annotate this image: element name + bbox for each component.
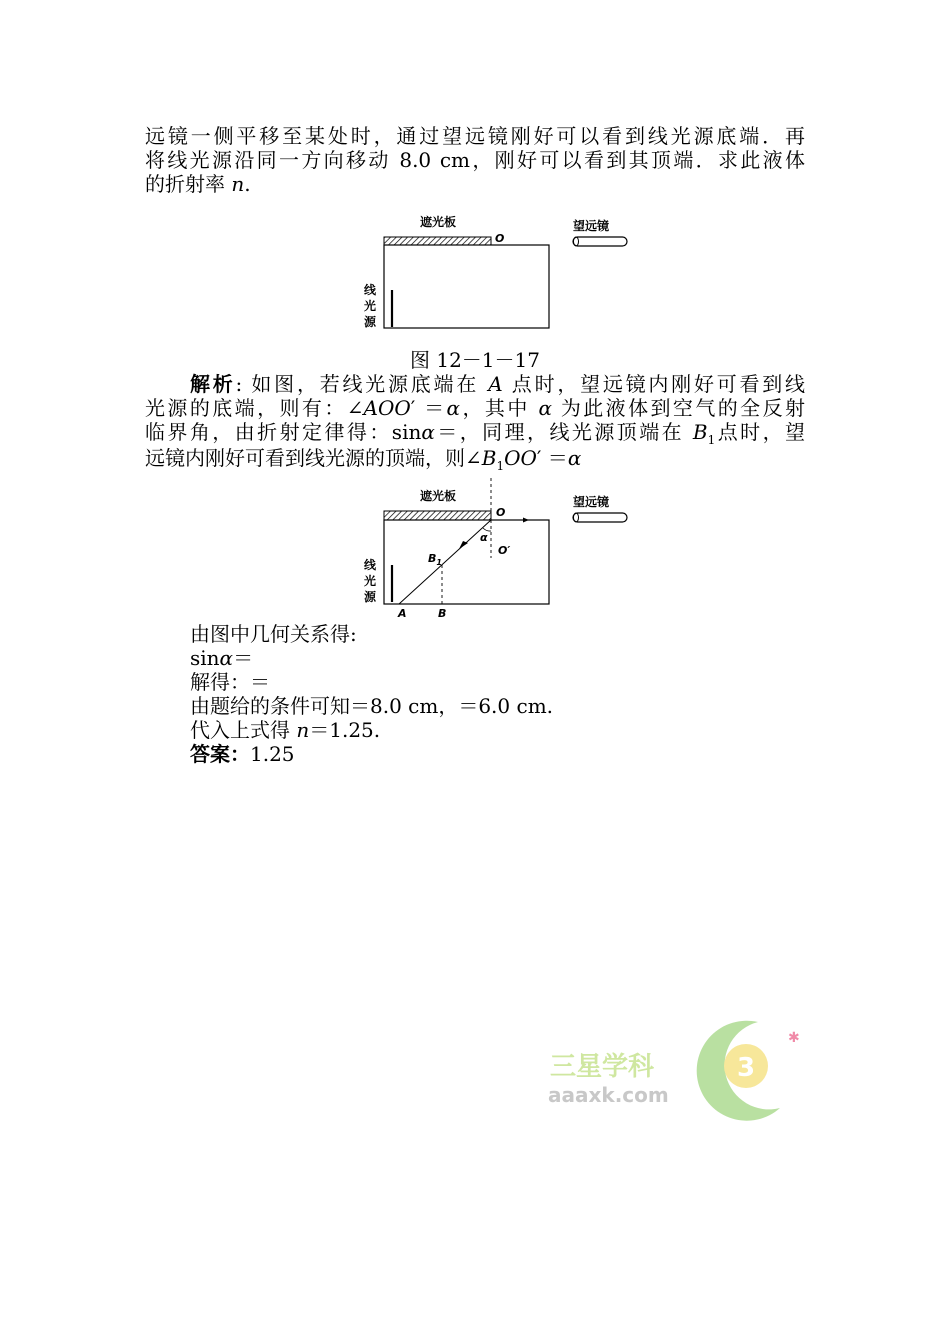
subscript: 1 [496, 459, 505, 473]
variable-n: n [296, 718, 310, 742]
point-a-label: A [398, 607, 407, 620]
analysis-line-4 [145, 446, 581, 478]
variable-alpha: α [538, 396, 553, 420]
variable-a: A [488, 372, 503, 396]
intro-line-3 [145, 172, 251, 196]
telescope-icon [573, 237, 627, 246]
light-shield [384, 237, 491, 245]
arrow-icon [523, 518, 529, 523]
analysis-text: : 如图，若线光源底端在 [235, 372, 489, 396]
watermark-logo [540, 1010, 820, 1130]
analysis-text: ，其中 [460, 396, 539, 420]
variable-oo: OO [504, 446, 537, 470]
derivation-line-4: 由题给的条件可知＝8.0 cm，＝6.0 cm. [190, 694, 554, 718]
intro-line-1: 远镜一侧平移至某处时，通过望远镜刚好可以看到线光源底端．再 [145, 124, 805, 148]
source-label: 线 [364, 283, 377, 297]
point-o-prime-label: O′ [498, 544, 511, 557]
variable-alpha: α [219, 646, 234, 670]
point-o-label: O [496, 506, 506, 519]
badge-number: 3 [736, 1053, 756, 1083]
derivation-line-1: 由图中几何关系得: [190, 622, 357, 646]
watermark-text: 三星学科 [550, 1052, 655, 1082]
answer-label: 答案： [190, 742, 250, 766]
shield-label: 遮光板 [420, 215, 457, 229]
incident-ray [399, 520, 491, 604]
variable-b: B [692, 420, 708, 444]
derivation-line-5 [190, 718, 380, 742]
derivation-text: ＝ [233, 646, 254, 670]
answer-value: 1.25 [250, 742, 295, 766]
shield-label: 遮光板 [420, 489, 457, 503]
source-label: 源 [364, 590, 377, 604]
analysis-line-2 [145, 396, 805, 420]
variable-n: n [231, 172, 245, 196]
variable-b: B [481, 446, 497, 470]
analysis-text: 光源的底端，则有：∠ [145, 396, 364, 420]
analysis-label: 解析 [190, 372, 236, 396]
source-label: 线 [364, 558, 377, 572]
source-label: 光 [364, 574, 377, 588]
variable-alpha: α [567, 446, 582, 470]
alpha-label: α [480, 531, 488, 544]
derivation-text: 代入上式得 [190, 718, 297, 742]
derivation-line-3: 解得：＝ [190, 670, 270, 694]
point-o-label: O [495, 232, 505, 245]
light-shield [384, 511, 491, 520]
intro-text: . [244, 172, 251, 196]
variable-alpha: α [446, 396, 461, 420]
point-b1-label: $B_1$ [428, 552, 442, 567]
liquid-container [384, 245, 549, 328]
intro-line-2: 将线光源沿同一方向移动 8.0 cm，刚好可以看到其顶端．求此液体 [145, 148, 805, 172]
figure-solution [355, 478, 635, 620]
derivation-line-2 [190, 646, 253, 670]
derivation-text: ＝1.25. [309, 718, 381, 742]
variable-aoo: AOO [363, 396, 411, 420]
analysis-text: ′ ＝ [536, 446, 568, 470]
analysis-text: ′ ＝ [410, 396, 447, 420]
telescope-label: 望远镜 [573, 495, 610, 509]
liquid-container [384, 520, 549, 604]
figure-12-1-17 [355, 210, 635, 335]
telescope-label: 望远镜 [573, 219, 610, 233]
derivation-text: sin [190, 646, 220, 670]
source-label: 源 [364, 315, 377, 329]
analysis-line-1 [190, 372, 805, 396]
answer-line [190, 742, 295, 766]
variable-alpha: α [421, 420, 435, 444]
source-label: 光 [364, 299, 377, 313]
analysis-text: 临界角，由折射定律得：sin [145, 420, 422, 444]
analysis-text: 点时，望 [715, 420, 806, 444]
star-icon: ✱ [788, 1030, 800, 1046]
figure-caption: 图 12－1－17 [410, 348, 540, 372]
analysis-text: 点时，望远镜内刚好可看到线 [502, 372, 806, 396]
analysis-text: 远镜内刚好可看到线光源的顶端，则∠ [145, 446, 482, 470]
intro-text: 的折射率 [145, 172, 232, 196]
point-b-label: B [438, 607, 447, 620]
watermark-url: aaaxk.com [548, 1083, 669, 1107]
analysis-text: 为此液体到空气的全反射 [552, 396, 806, 420]
telescope-icon [573, 513, 627, 522]
subscript: 1 [707, 433, 716, 447]
analysis-text: ＝，同理，线光源顶端在 [434, 420, 693, 444]
